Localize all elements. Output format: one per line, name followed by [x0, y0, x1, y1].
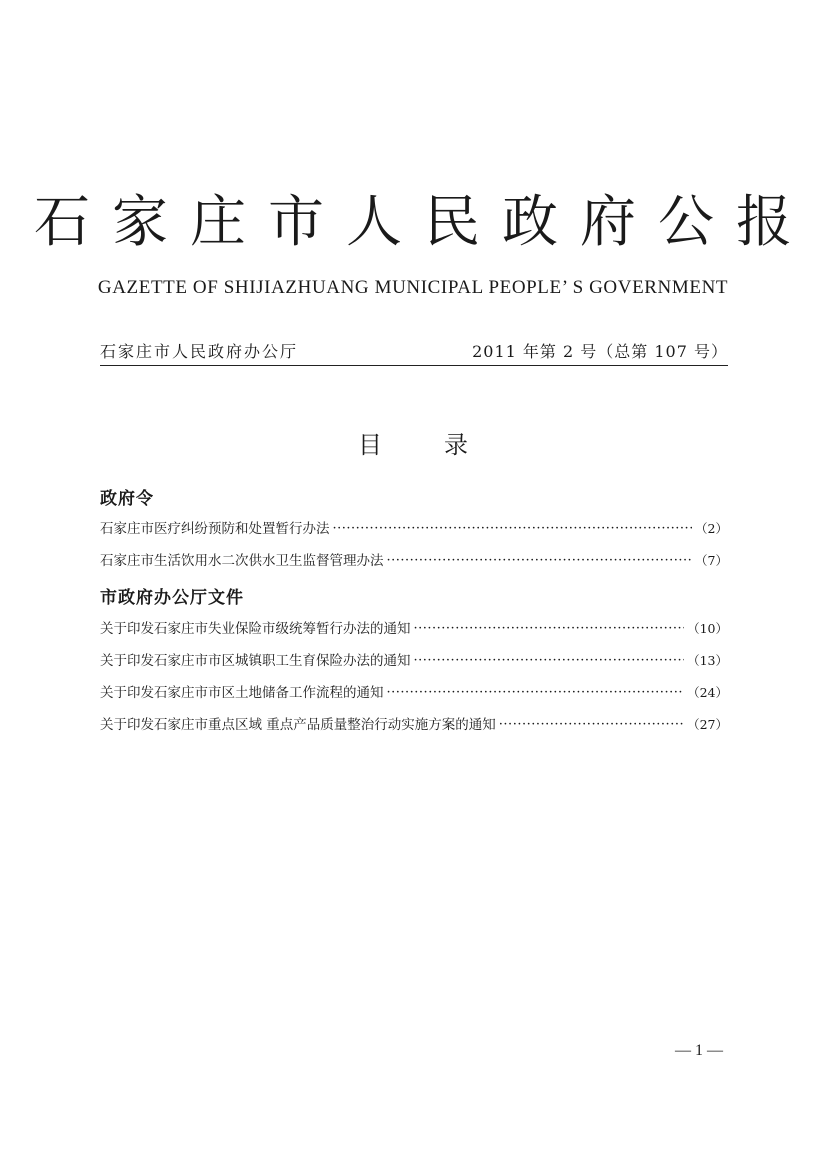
toc-entry-page: （10）	[687, 621, 728, 636]
toc-entry-page: （2）	[695, 521, 728, 536]
toc-leader-dots	[414, 615, 685, 637]
toc-entry-title: 关于印发石家庄市失业保险市级统筹暂行办法的通知	[100, 621, 411, 637]
toc-leader-dots	[387, 679, 685, 701]
toc-entry-page: （24）	[687, 685, 728, 700]
gazette-title-english: GAZETTE OF SHIJIAZHUANG MUNICIPAL PEOPLE’ S GOVERNMENT	[97, 277, 729, 298]
toc-entry-page: （13）	[687, 653, 728, 668]
issue-info-bar	[100, 337, 728, 366]
toc-entry[interactable]	[100, 679, 728, 701]
toc-entry-title: 关于印发石家庄市重点区域 重点产品质量整治行动实施方案的通知	[100, 717, 496, 733]
toc-entry[interactable]	[100, 711, 728, 733]
toc-entry-title: 关于印发石家庄市市区城镇职工生育保险办法的通知	[100, 653, 411, 669]
toc-entry[interactable]	[100, 547, 728, 569]
gazette-title-chinese: 石家庄市人民政府公报	[34, 190, 814, 255]
toc-leader-dots	[414, 647, 685, 669]
toc-leader-dots	[333, 515, 693, 537]
toc-entry[interactable]	[100, 647, 728, 669]
issuing-office: 石家庄市人民政府办公厅	[100, 342, 299, 361]
section-heading-government-orders: 政府令	[100, 489, 154, 509]
toc-leader-dots	[387, 547, 693, 569]
toc-entry-title: 关于印发石家庄市市区土地储备工作流程的通知	[100, 685, 384, 701]
toc-title-left: 目	[358, 431, 382, 459]
toc-entry-title: 石家庄市医疗纠纷预防和处置暂行办法	[100, 521, 330, 537]
toc-entry-page: （27）	[687, 717, 728, 732]
issue-number: 2011 年第 2 号（总第 107 号）	[472, 342, 728, 361]
toc-leader-dots	[499, 711, 684, 733]
toc-entry[interactable]	[100, 515, 728, 537]
page-number: — 1 —	[675, 1042, 723, 1059]
toc-title-right: 录	[444, 431, 468, 459]
section-heading-office-documents: 市政府办公厅文件	[100, 588, 244, 608]
toc-title	[0, 428, 826, 462]
toc-entry[interactable]	[100, 615, 728, 637]
toc-entry-title: 石家庄市生活饮用水二次供水卫生监督管理办法	[100, 553, 384, 569]
toc-entry-page: （7）	[695, 553, 728, 568]
